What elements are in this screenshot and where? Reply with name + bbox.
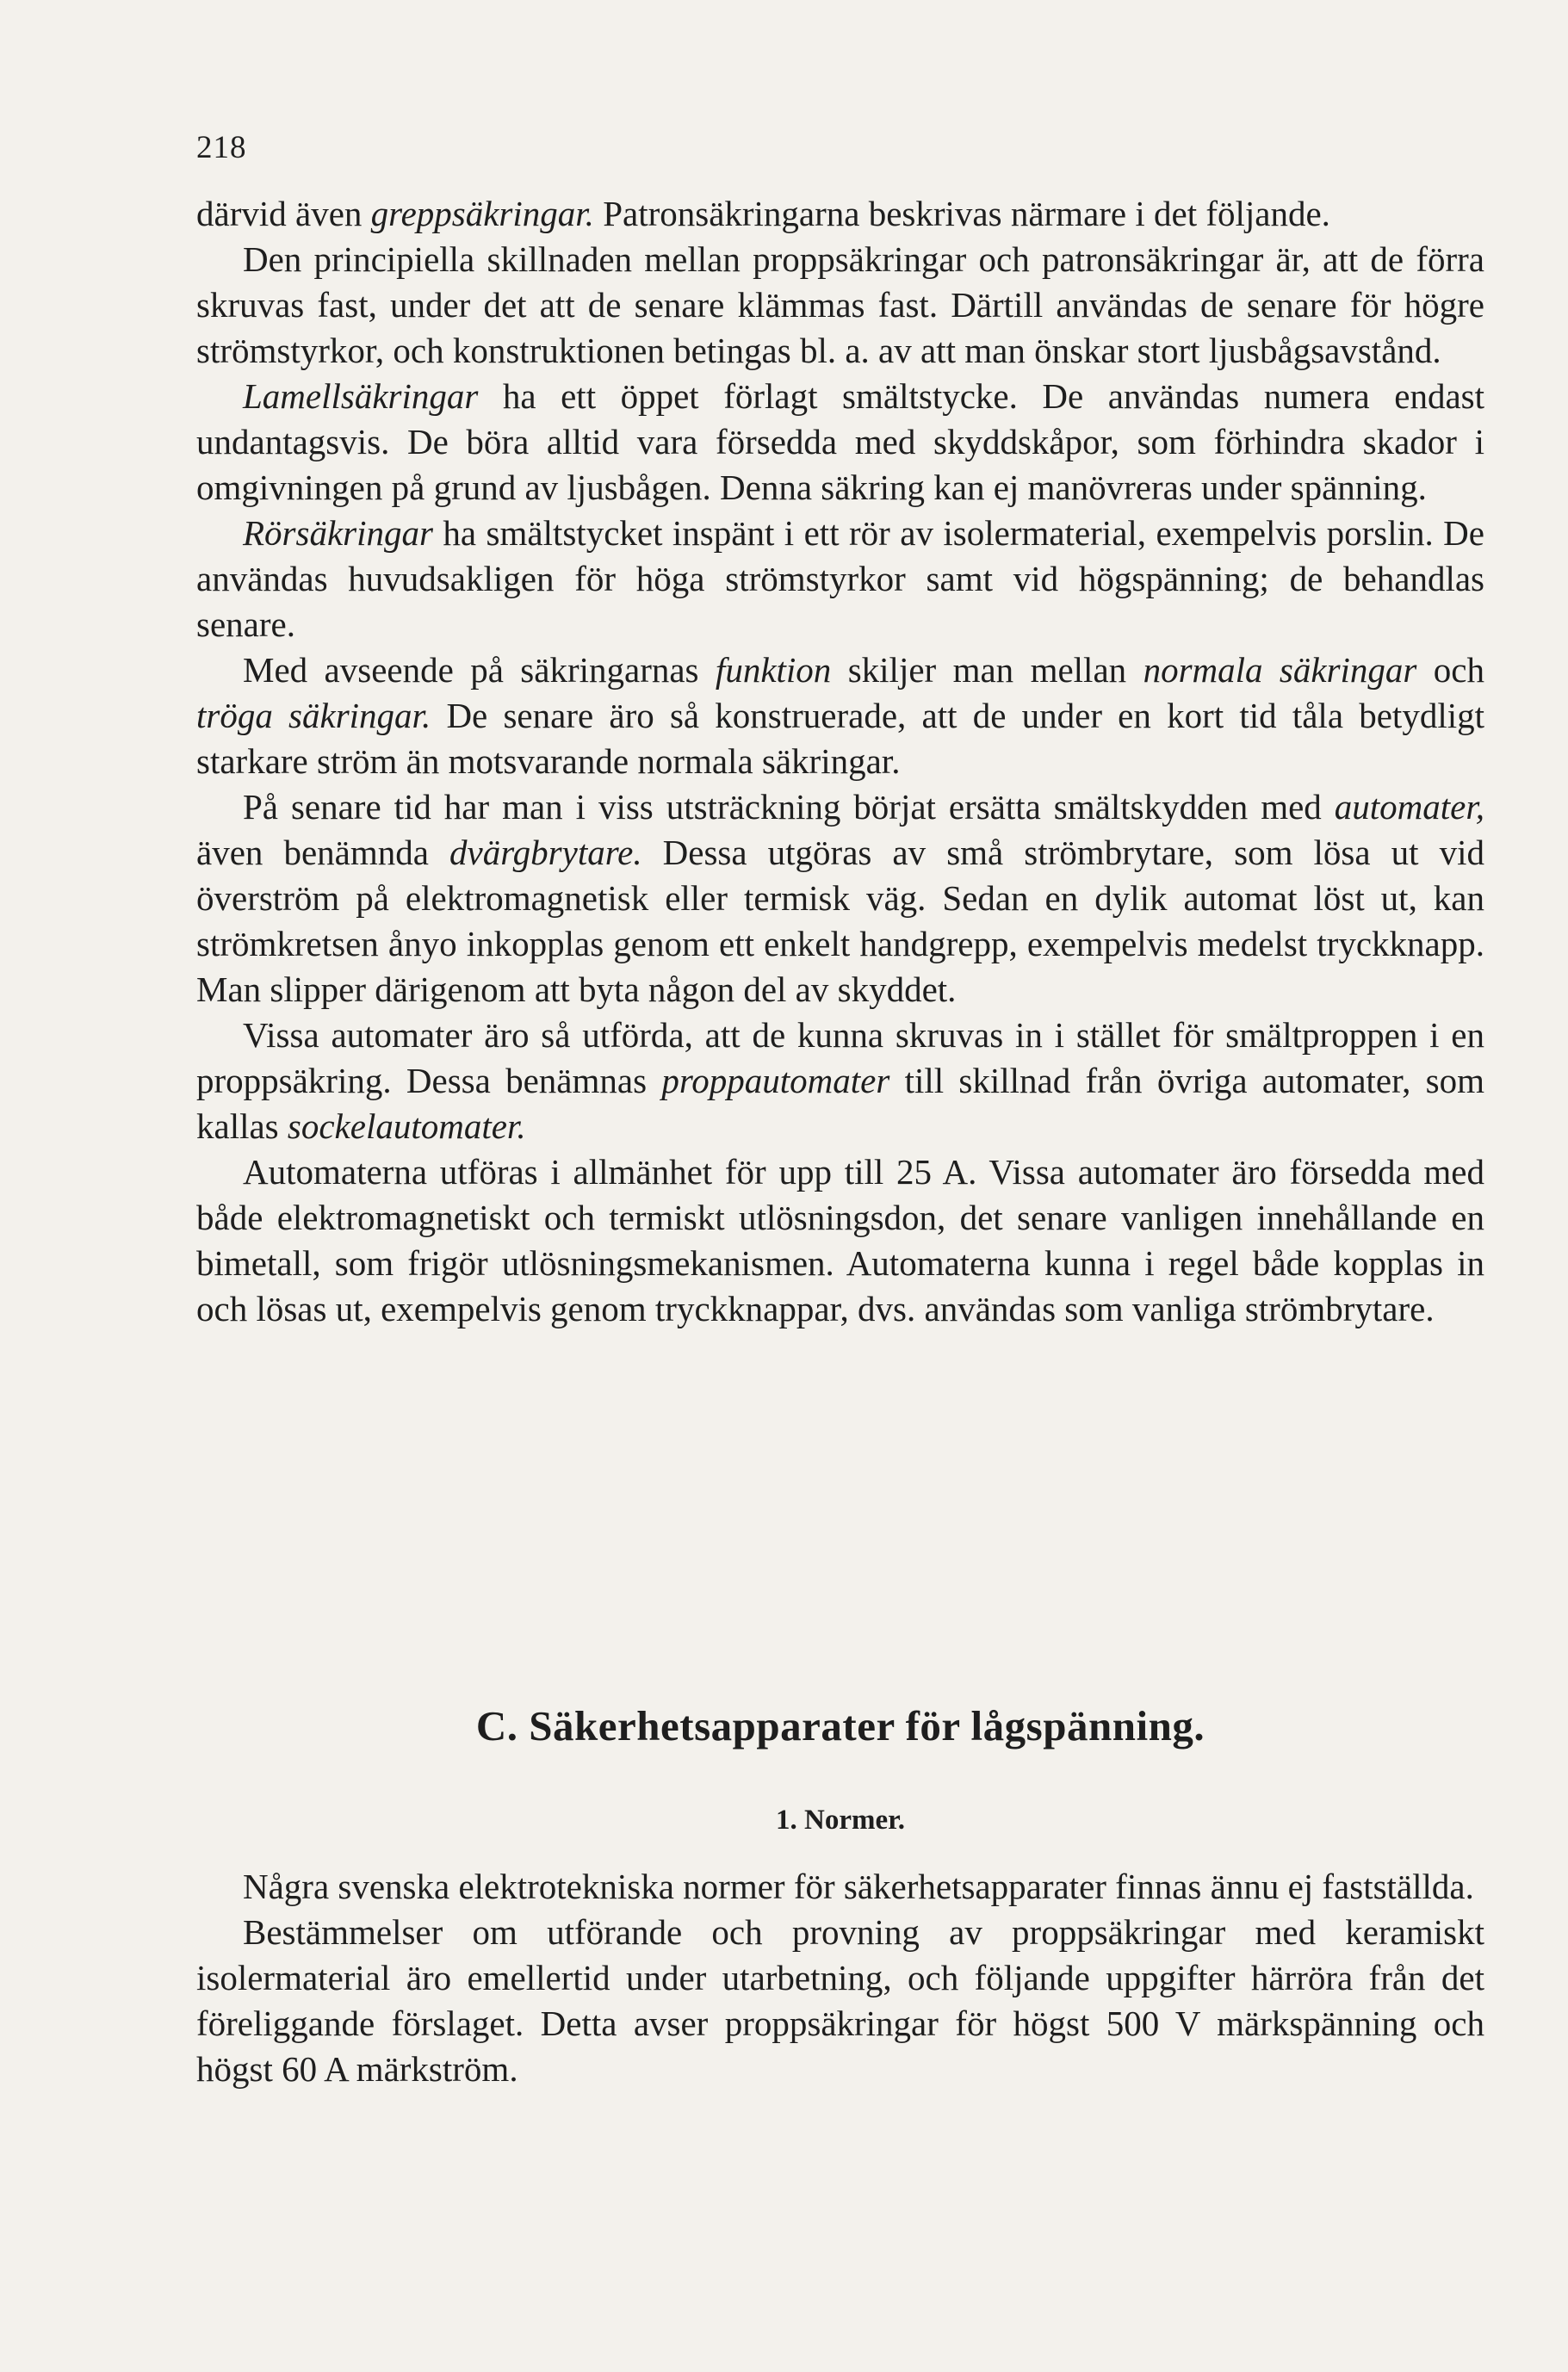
paragraph xyxy=(196,374,1484,511)
text-run: På senare tid har man i viss utsträckning börjat ersätta smältskydden med xyxy=(243,787,1335,827)
paragraph xyxy=(196,1149,1484,1332)
paragraph xyxy=(196,647,1484,784)
text-run: ha smältstycket inspänt i ett rör av isolermaterial, exempelvis porslin. De användas huvudsakligen för höga strömstyrkor samt vid högspänning; de behandlas senare. xyxy=(196,513,1484,644)
italic-term: Lamellsäkringar xyxy=(243,376,479,416)
text-run: även benämnda xyxy=(196,833,450,872)
italic-term: tröga säkringar. xyxy=(196,696,431,735)
section-heading: C. Säkerhetsapparater för lågspänning. xyxy=(475,1702,1205,1750)
page-number: 218 xyxy=(196,130,247,165)
text-run: Bestämmelser om utförande och provning av proppsäkringar med keramiskt isolermaterial äro emellertid under utarbetning, och följande uppgifter härröra från det föreliggande förslaget. Detta avser proppsäkringar för högst 500 V märkspänning och högst 60 A märkström. xyxy=(196,1912,1484,2089)
italic-term: dvärgbrytare. xyxy=(449,833,642,872)
italic-term: proppautomater xyxy=(661,1061,890,1100)
text-run: Automaterna utföras i allmänhet för upp till 25 A. Vissa automater äro försedda med både elektromagnetiskt och termiskt utlösningsdon, det senare vanligen innehållande en bimetall, som frigör utlösningsmekanismen. Automaterna kunna i regel både kopplas in och lösas ut, exempelvis genom tryckknappar, dvs. användas som vanliga strömbrytare. xyxy=(196,1152,1484,1328)
text-run: ha ett öppet förlagt smältstycke. De användas numera endast undantagsvis. De böra alltid vara försedda med skyddskåpor, som förhindra skador i omgivningen på grund av ljusbågen. Denna säkring kan ej manövreras under spänning. xyxy=(196,376,1484,507)
text-run: skiljer man mellan xyxy=(831,650,1143,690)
paragraph xyxy=(196,1013,1484,1149)
italic-term: Rörsäkringar xyxy=(243,513,433,553)
paragraph xyxy=(196,1910,1484,2092)
text-run: Några svenska elektrotekniska normer för säkerhetsapparater finnas ännu ej fastställda. xyxy=(243,1867,1474,1906)
italic-term: greppsäkringar. xyxy=(370,194,594,233)
italic-term: normala säkringar xyxy=(1143,650,1417,690)
text-run: till skillnad från övriga automater, som kallas xyxy=(196,1061,1484,1146)
paragraph xyxy=(196,237,1484,374)
text-run: och xyxy=(1416,650,1484,690)
italic-term: sockelautomater. xyxy=(287,1106,526,1146)
text-run: De senare äro så konstruerade, att de under en kort tid tåla betydligt starkare ström än motsvarande normala säkringar. xyxy=(196,696,1484,781)
text-run: Dessa utgöras av små strömbrytare, som lösa ut vid överström på elektromagnetisk eller termisk väg. Sedan en dylik automat löst ut, kan strömkretsen ånyo inkopplas genom ett enkelt handgrepp, exempelvis medelst tryckknapp. Man slipper därigenom att byta någon del av skyddet. xyxy=(196,833,1484,1009)
text-run: Vissa automater äro så utförda, att de kunna skruvas in i stället för smältproppen i en proppsäkring. Dessa benämnas xyxy=(196,1015,1484,1100)
subsection-heading: 1. Normer. xyxy=(776,1805,905,1836)
text-run: Med avseende på säkringarnas xyxy=(243,650,716,690)
paragraph xyxy=(196,784,1484,1013)
paragraph xyxy=(196,191,1484,237)
text-run: Patronsäkringarna beskrivas närmare i det följande. xyxy=(593,194,1330,233)
paragraph xyxy=(196,1864,1484,1910)
paragraph xyxy=(196,511,1484,647)
italic-term: automater, xyxy=(1334,787,1484,827)
body-text-lower xyxy=(196,1864,1484,2092)
text-run: därvid även xyxy=(196,194,371,233)
text-run: Den principiella skillnaden mellan proppsäkringar och patronsäkringar är, att de förra skruvas fast, under det att de senare klämmas fast. Därtill användas de senare för högre strömstyrkor, och konstruktionen betingas bl. a. av att man önskar stort ljusbågsavstånd. xyxy=(196,239,1484,370)
italic-term: funktion xyxy=(715,650,832,690)
body-text-upper xyxy=(196,191,1484,1332)
